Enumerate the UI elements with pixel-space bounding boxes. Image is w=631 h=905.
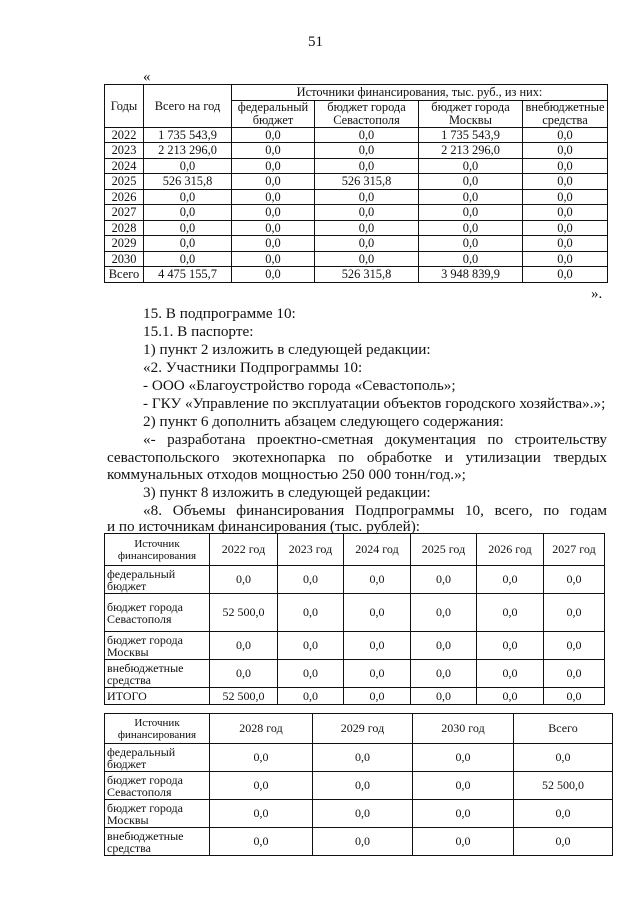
cell-value: 0,0 [544,566,605,594]
cell-value: 0,0 [232,189,315,205]
cell-value: 0,0 [419,236,523,252]
cell-value: 0,0 [411,594,477,632]
cell-value: 0,0 [315,236,419,252]
table-row [105,632,605,660]
cell-year: 2022 [105,127,144,143]
paragraph: 15.1. В паспорте: [143,323,254,340]
cell-value: 0,0 [477,594,544,632]
row-label: федеральный бюджет [105,744,210,772]
cell-value: 2 213 296,0 [419,143,523,159]
cell-value: 0,0 [413,744,514,772]
cell-value: 0,0 [315,220,419,236]
cell-year: 2030 [105,251,144,267]
cell-value: 0,0 [315,127,419,143]
table-header-row [105,85,608,101]
cell-value: 0,0 [544,632,605,660]
row-label: бюджет города Москвы [105,800,210,828]
paragraph: 3) пункт 8 изложить в следующей редакции: [143,484,431,501]
cell-value: 0,0 [419,205,523,221]
financing-sources-table-2022-2027 [104,533,605,705]
table-row [105,594,605,632]
cell-value: 0,0 [514,800,613,828]
table-row [105,660,605,688]
cell-year: Всего [105,267,144,283]
cell-value: 0,0 [210,828,313,856]
cell-value: 0,0 [344,688,411,705]
cell-value: 0,0 [411,660,477,688]
cell-year: 2028 [105,220,144,236]
cell-value: 0,0 [313,744,413,772]
cell-value: 0,0 [232,158,315,174]
cell-value: 52 500,0 [514,772,613,800]
row-label: ИТОГО [105,688,210,705]
table-row [105,800,613,828]
cell-value: 0,0 [523,189,608,205]
cell-value: 1 735 543,9 [419,127,523,143]
cell-value: 0,0 [144,236,232,252]
row-label: бюджет города Севастополя [105,594,210,632]
cell-value: 3 948 839,9 [419,267,523,283]
paragraph: 2) пункт 6 дополнить абзацем следующего содержания: [143,413,504,430]
table-row [105,143,608,159]
cell-value: 0,0 [210,772,313,800]
header-year: 2029 год [313,714,413,744]
cell-value: 0,0 [419,189,523,205]
paragraph: «2. Участники Подпрограммы 10: [143,359,363,376]
cell-value: 0,0 [544,594,605,632]
financing-sources-table-2028-2030 [104,713,613,856]
header-year: 2026 год [477,534,544,566]
cell-value: 0,0 [523,220,608,236]
cell-value: 1 735 543,9 [144,127,232,143]
cell-value: 0,0 [210,632,278,660]
header-total: Всего [514,714,613,744]
header-year: 2030 год [413,714,514,744]
table-row [105,127,608,143]
cell-value: 526 315,8 [315,267,419,283]
cell-value: 0,0 [232,236,315,252]
cell-value: 0,0 [523,251,608,267]
cell-value: 0,0 [477,660,544,688]
table-row [105,220,608,236]
cell-value: 0,0 [232,251,315,267]
cell-value: 526 315,8 [315,174,419,190]
cell-value: 0,0 [232,205,315,221]
table-row [105,205,608,221]
cell-value: 0,0 [344,632,411,660]
cell-value: 0,0 [144,158,232,174]
cell-value: 0,0 [232,267,315,283]
cell-value: 0,0 [315,143,419,159]
cell-value: 52 500,0 [210,594,278,632]
cell-value: 0,0 [523,127,608,143]
row-label: федеральный бюджет [105,566,210,594]
cell-year: 2026 [105,189,144,205]
cell-value: 0,0 [411,688,477,705]
header-moscow: бюджет города Москвы [419,100,523,127]
table-header-row [105,534,605,566]
cell-value: 0,0 [278,566,344,594]
table-total-row [105,688,605,705]
table-header-row [105,714,613,744]
paragraph: - ГКУ «Управление по эксплуатации объектов городского хозяйства».»; [143,395,606,412]
header-year: 2024 год [344,534,411,566]
cell-value: 0,0 [278,632,344,660]
cell-value: 526 315,8 [144,174,232,190]
cell-value: 0,0 [315,189,419,205]
cell-value: 0,0 [514,744,613,772]
page-number: 51 [308,34,323,50]
cell-value: 0,0 [419,251,523,267]
cell-value: 0,0 [523,236,608,252]
cell-value: 0,0 [315,205,419,221]
paragraph: 15. В подпрограмме 10: [143,305,296,322]
table-total-row [105,267,608,283]
financing-by-year-table [104,84,608,283]
closing-quote: ». [591,286,603,302]
paragraph-line: «- разработана проектно-сметная документация по строительству [143,431,607,448]
header-federal: федеральный бюджет [232,100,315,127]
cell-value: 0,0 [523,158,608,174]
cell-value: 0,0 [232,220,315,236]
paragraph: 1) пункт 2 изложить в следующей редакции: [143,341,431,358]
header-years: Годы [105,85,144,128]
cell-year: 2023 [105,143,144,159]
cell-value: 0,0 [419,220,523,236]
cell-value: 0,0 [544,660,605,688]
header-year: 2027 год [544,534,605,566]
cell-value: 0,0 [344,660,411,688]
cell-value: 0,0 [344,566,411,594]
table-row [105,744,613,772]
row-label: внебюджетные средства [105,828,210,856]
table-row [105,236,608,252]
header-source: Источник финансирования [105,714,210,744]
cell-value: 0,0 [523,143,608,159]
header-extrabudget: внебюджетные средства [523,100,608,127]
cell-value: 52 500,0 [210,688,278,705]
cell-value: 0,0 [413,772,514,800]
cell-value: 0,0 [514,828,613,856]
cell-value: 0,0 [523,267,608,283]
cell-value: 0,0 [413,828,514,856]
cell-value: 0,0 [232,143,315,159]
cell-value: 0,0 [278,688,344,705]
cell-value: 4 475 155,7 [144,267,232,283]
paragraph-line: севастопольского экотехнопарка по обработке и утилизации твердых [107,449,607,466]
cell-value: 0,0 [411,566,477,594]
header-year: 2022 год [210,534,278,566]
cell-value: 2 213 296,0 [144,143,232,159]
cell-value: 0,0 [313,828,413,856]
paragraph-line: и по источникам финансирования (тыс. рублей): [107,518,421,535]
table-row [105,828,613,856]
cell-value: 0,0 [278,594,344,632]
paragraph: - ООО «Благоустройство города «Севастополь»; [143,377,456,394]
header-total: Всего на год [144,85,232,128]
header-source: Источник финансирования [105,534,210,566]
paragraph-line: коммунальных отходов мощностью 250 000 тонн/год.»; [107,466,466,483]
header-year: 2028 год [210,714,313,744]
header-year: 2025 год [411,534,477,566]
cell-value: 0,0 [413,800,514,828]
header-sources-group: Источники финансирования, тыс. руб., из них: [232,85,608,101]
table-row [105,772,613,800]
row-label: бюджет города Москвы [105,632,210,660]
cell-value: 0,0 [144,251,232,267]
cell-value: 0,0 [544,688,605,705]
header-year: 2023 год [278,534,344,566]
header-sevastopol: бюджет города Севастополя [315,100,419,127]
cell-value: 0,0 [210,660,278,688]
cell-year: 2029 [105,236,144,252]
cell-value: 0,0 [210,566,278,594]
cell-value: 0,0 [523,205,608,221]
cell-value: 0,0 [477,566,544,594]
table-row [105,251,608,267]
cell-value: 0,0 [144,220,232,236]
cell-value: 0,0 [144,189,232,205]
table-row [105,158,608,174]
cell-value: 0,0 [419,174,523,190]
cell-value: 0,0 [313,800,413,828]
row-label: бюджет города Севастополя [105,772,210,800]
paragraph-line: «8. Объемы финансирования Подпрограммы 10, всего, по годам [143,502,607,519]
cell-year: 2027 [105,205,144,221]
cell-value: 0,0 [419,158,523,174]
cell-value: 0,0 [477,688,544,705]
cell-value: 0,0 [232,174,315,190]
cell-value: 0,0 [411,632,477,660]
cell-value: 0,0 [313,772,413,800]
cell-value: 0,0 [232,127,315,143]
cell-value: 0,0 [278,660,344,688]
cell-value: 0,0 [523,174,608,190]
cell-value: 0,0 [144,205,232,221]
cell-value: 0,0 [210,744,313,772]
cell-value: 0,0 [210,800,313,828]
cell-value: 0,0 [344,594,411,632]
table-row [105,174,608,190]
table-row [105,566,605,594]
table-row [105,189,608,205]
opening-quote: « [143,69,151,85]
cell-value: 0,0 [315,158,419,174]
cell-value: 0,0 [477,632,544,660]
cell-year: 2024 [105,158,144,174]
row-label: внебюджетные средства [105,660,210,688]
cell-year: 2025 [105,174,144,190]
cell-value: 0,0 [315,251,419,267]
